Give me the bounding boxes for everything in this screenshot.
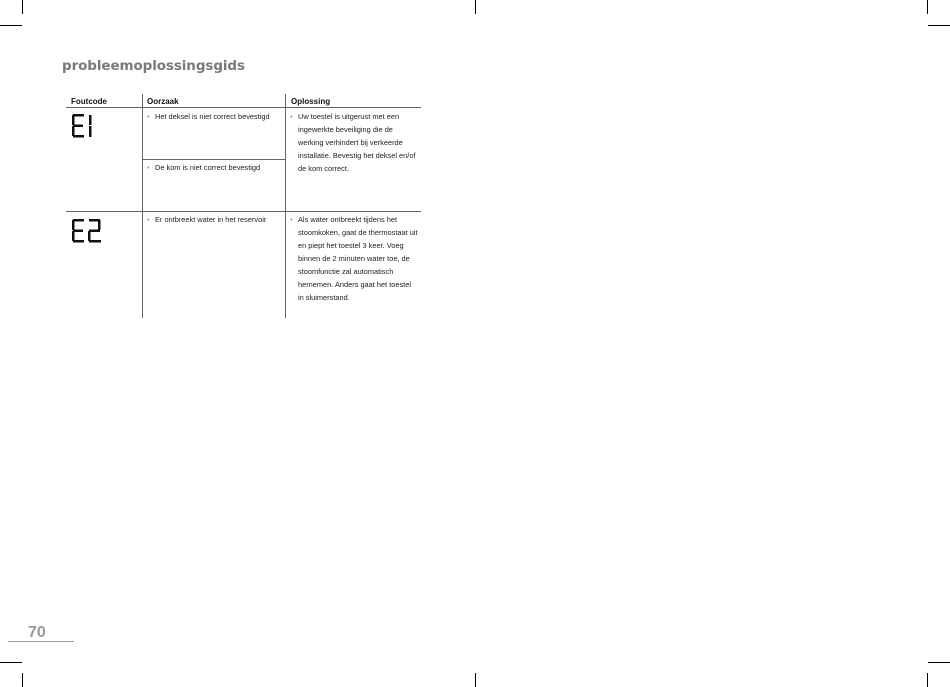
cause-text: De kom is niet correct bevestigd: [155, 163, 261, 172]
crop-mark: [475, 0, 476, 14]
error-code-e1: [71, 113, 95, 144]
crop-mark: [22, 673, 23, 687]
solution-cell: [290, 110, 418, 175]
cause-cell: [147, 161, 285, 174]
cause-cell: [147, 110, 283, 123]
header-cause: Oorzaak: [147, 97, 179, 106]
error-code-e2: [71, 218, 105, 249]
crop-mark: [0, 25, 22, 26]
bullet-icon: •: [290, 215, 293, 224]
segment-display-icon: [71, 218, 105, 244]
crop-mark: [927, 673, 928, 687]
cause-item: [147, 213, 267, 226]
cause-cell: [147, 213, 267, 226]
header-solution: Oplossing: [291, 97, 331, 106]
crop-mark: [22, 0, 23, 14]
header-rule: [66, 107, 421, 108]
solution-text: Uw toestel is uitgerust met een ingewerkte beveiliging die de werking verhindert bij verkeerde installatie. Bevestig het deksel en/of de kom correct.: [298, 112, 416, 173]
crop-mark: [928, 662, 950, 663]
row-rule: [142, 159, 285, 160]
crop-mark: [0, 662, 22, 663]
cause-text: Het deksel is niet correct bevestigd: [155, 112, 270, 121]
solution-item: [290, 213, 418, 304]
segment-display-icon: [71, 113, 95, 139]
solution-item: [290, 110, 418, 175]
page-title: probleemoplossingsgids: [62, 58, 245, 74]
bullet-icon: •: [147, 112, 150, 121]
page-number: 70: [28, 624, 46, 641]
crop-mark: [928, 25, 950, 26]
cause-item: [147, 110, 283, 123]
header-code: Foutcode: [71, 97, 107, 106]
troubleshooting-table: [66, 94, 421, 318]
solution-text: Als water ontbreekt tijdens het stoomkoken, gaat de thermostaat uit en piept het toestel 3 keer. Voeg binnen de 2 minuten water toe, de stoomfunctie zal automatisch hernemen. Anders gaat het toestel in sluimerstand.: [298, 215, 418, 302]
crop-mark: [475, 673, 476, 687]
solution-cell: [290, 213, 418, 304]
bullet-icon: •: [147, 215, 150, 224]
crop-mark: [927, 0, 928, 14]
cause-item: [147, 161, 285, 174]
bullet-icon: •: [290, 112, 293, 121]
bullet-icon: •: [147, 163, 150, 172]
column-rule: [285, 94, 286, 318]
column-rule: [142, 94, 143, 318]
page-number-rule: [8, 641, 74, 642]
cause-text: Er ontbreekt water in het reservoir: [155, 215, 267, 224]
row-rule: [66, 211, 421, 212]
